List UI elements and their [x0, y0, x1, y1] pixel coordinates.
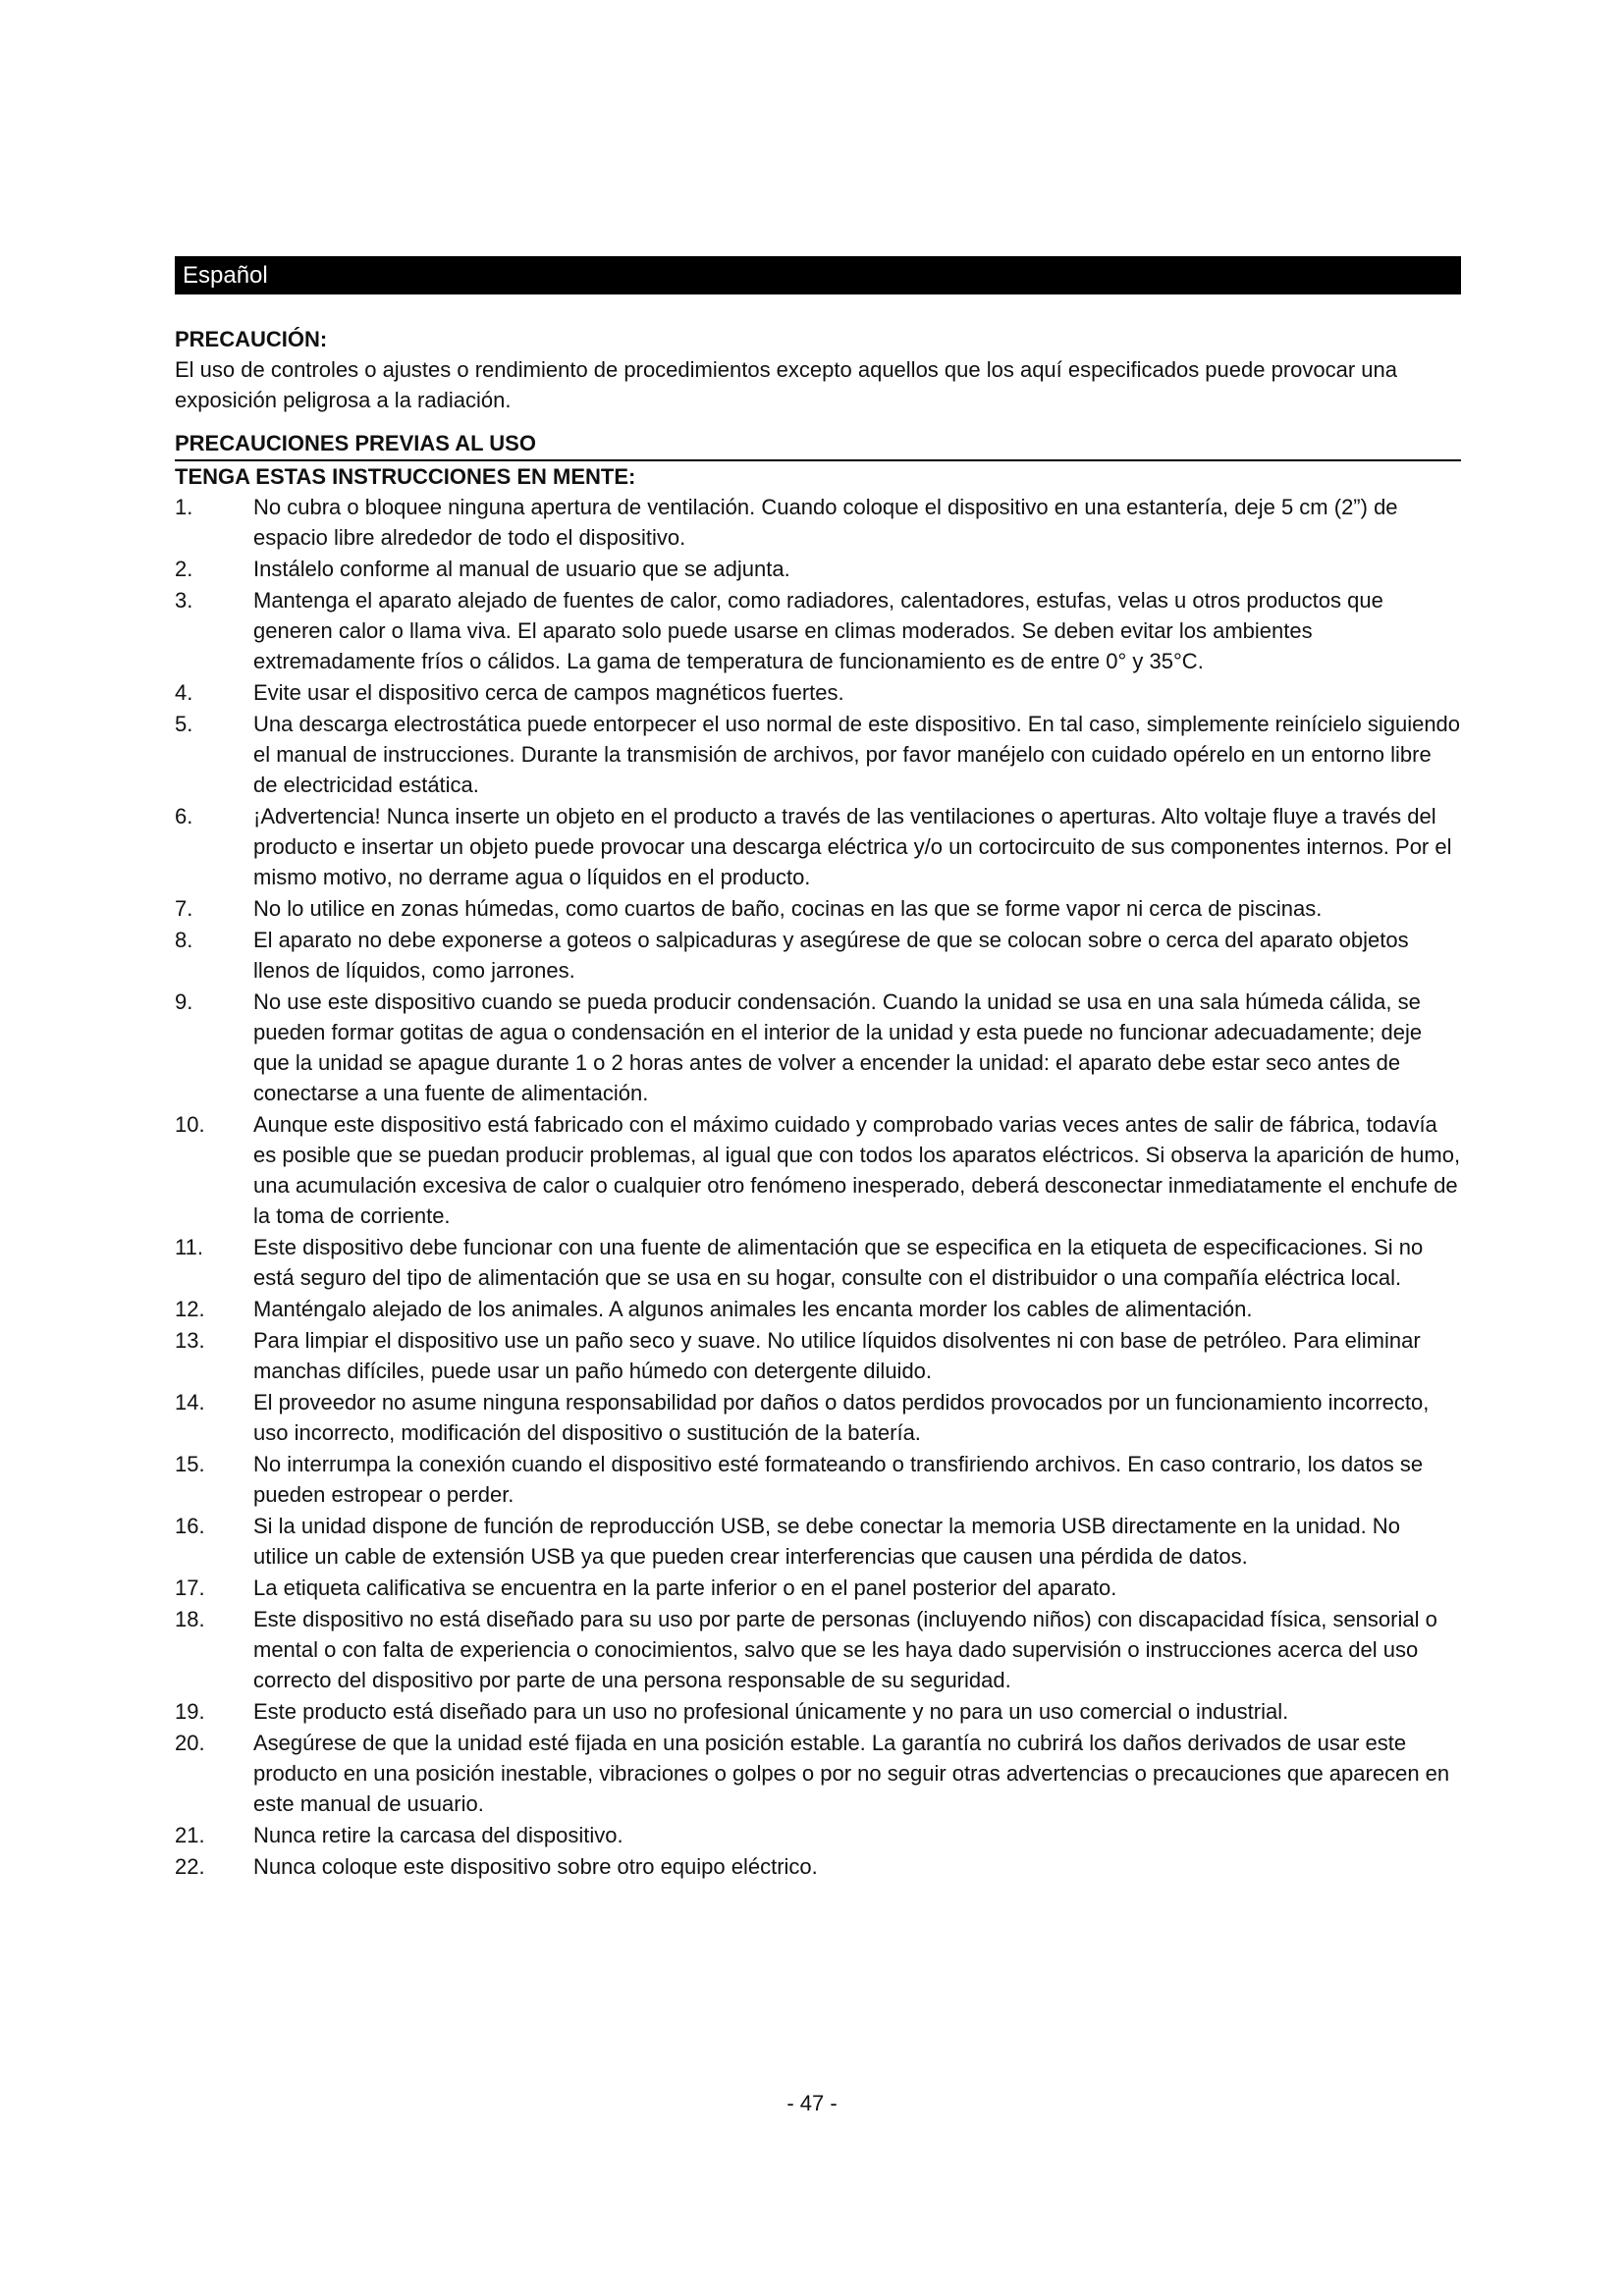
list-item-text: Una descarga electrostática puede entorpecer el uso normal de este dispositivo. En tal caso, simplemente reinícielo siguiendo el manual de instrucciones. Durante la transmisión de archivos, por favor manéjelo con cuidado opérelo en un entorno libre de electricidad estática.	[253, 712, 1461, 797]
list-item	[175, 1851, 1461, 1882]
caution-text: El uso de controles o ajustes o rendimiento de procedimientos excepto aquellos que los aquí especificados puede provocar una exposición peligrosa a la radiación.	[175, 357, 1398, 412]
list-item-number: 6.	[175, 804, 193, 828]
list-item	[175, 1232, 1461, 1293]
precautions-title: PRECAUCIONES PREVIAS AL USO	[175, 428, 1461, 461]
list-item-number: 4.	[175, 680, 193, 705]
list-item-number: 10.	[175, 1112, 205, 1137]
list-item-text: ¡Advertencia! Nunca inserte un objeto en el producto a través de las ventilaciones o aperturas. Alto voltaje fluye a través del producto e insertar un objeto puede provocar una descarga eléctrica y/o un cortocircuito de sus componentes internos. Por el mismo motivo, no derrame agua o líquidos en el producto.	[253, 804, 1452, 889]
list-item-text: No lo utilice en zonas húmedas, como cuartos de baño, cocinas en las que se forme vapor ni cerca de piscinas.	[253, 896, 1323, 921]
list-item-text: Evite usar el dispositivo cerca de campos magnéticos fuertes.	[253, 680, 844, 705]
list-item-number: 8.	[175, 928, 193, 952]
list-item-text: Nunca retire la carcasa del dispositivo.	[253, 1823, 623, 1847]
list-item-number: 2.	[175, 557, 193, 581]
list-item	[175, 1573, 1461, 1603]
manual-page	[175, 256, 1461, 1883]
list-item-number: 18.	[175, 1607, 205, 1631]
list-item-text: Este dispositivo debe funcionar con una fuente de alimentación que se especifica en la etiqueta de especificaciones. Si no está seguro del tipo de alimentación que se usa en su hogar, consulte con el distribuidor o una compañía eléctrica local.	[253, 1235, 1424, 1290]
list-item-number: 19.	[175, 1699, 205, 1724]
list-item-number: 1.	[175, 495, 193, 519]
list-item	[175, 1109, 1461, 1231]
list-item	[175, 1820, 1461, 1850]
list-item	[175, 987, 1461, 1108]
list-item	[175, 677, 1461, 708]
list-item	[175, 801, 1461, 892]
list-item-number: 17.	[175, 1575, 205, 1600]
list-item-number: 20.	[175, 1731, 205, 1755]
list-item-text: La etiqueta calificativa se encuentra en la parte inferior o en el panel posterior del aparato.	[253, 1575, 1117, 1600]
list-item	[175, 492, 1461, 553]
precautions-subtitle: TENGA ESTAS INSTRUCCIONES EN MENTE:	[175, 464, 636, 489]
list-item-text: Manténgalo alejado de los animales. A algunos animales les encanta morder los cables de alimentación.	[253, 1297, 1253, 1321]
list-item-text: No use este dispositivo cuando se pueda producir condensación. Cuando la unidad se usa en una sala húmeda cálida, se pueden formar gotitas de agua o condensación en el interior de la unidad y esta puede no funcionar adecuadamente; deje que la unidad se apague durante 1 o 2 horas antes de volver a encender la unidad: el aparato debe estar seco antes de conectarse a una fuente de alimentación.	[253, 989, 1423, 1105]
list-item-number: 5.	[175, 712, 193, 736]
list-item-text: Asegúrese de que la unidad esté fijada en una posición estable. La garantía no cubrirá los daños derivados de usar este producto en una posición inestable, vibraciones o golpes o por no seguir otras advertencias o precauciones que aparecen en este manual de usuario.	[253, 1731, 1450, 1816]
list-item-text: Para limpiar el dispositivo use un paño seco y suave. No utilice líquidos disolventes ni con base de petróleo. Para eliminar manchas difíciles, puede usar un paño húmedo con detergente diluido.	[253, 1328, 1421, 1383]
list-item-number: 7.	[175, 896, 193, 921]
precautions-list	[175, 492, 1461, 1882]
list-item	[175, 893, 1461, 924]
list-item	[175, 1604, 1461, 1695]
list-item-text: Mantenga el aparato alejado de fuentes de calor, como radiadores, calentadores, estufas, velas u otros productos que generen calor o llama viva. El aparato solo puede usarse en climas moderados. Se deben evitar los ambientes extremadamente fríos o cálidos. La gama de temperatura de funcionamiento es de entre 0° y 35°C.	[253, 588, 1383, 673]
list-item-number: 12.	[175, 1297, 205, 1321]
list-item	[175, 1449, 1461, 1510]
list-item-text: Este dispositivo no está diseñado para su uso por parte de personas (incluyendo niños) con discapacidad física, sensorial o mental o con falta de experiencia o conocimientos, salvo que se les haya dado supervisión o instrucciones acerca del uso correcto del dispositivo por parte de una persona responsable de su seguridad.	[253, 1607, 1437, 1692]
list-item	[175, 1696, 1461, 1727]
list-item-text: Si la unidad dispone de función de reproducción USB, se debe conectar la memoria USB directamente en la unidad. No utilice un cable de extensión USB ya que pueden crear interferencias que causen una pérdida de datos.	[253, 1514, 1400, 1569]
list-item-text: Nunca coloque este dispositivo sobre otro equipo eléctrico.	[253, 1854, 818, 1879]
list-item-text: El proveedor no asume ninguna responsabilidad por daños o datos perdidos provocados por un funcionamiento incorrecto, uso incorrecto, modificación del dispositivo o sustitución de la batería.	[253, 1390, 1430, 1445]
list-item-text: No interrumpa la conexión cuando el dispositivo esté formateando o transfiriendo archivos. En caso contrario, los datos se pueden estropear o perder.	[253, 1452, 1424, 1507]
list-item	[175, 1294, 1461, 1324]
list-item-text: El aparato no debe exponerse a goteos o salpicaduras y asegúrese de que se colocan sobre o cerca del aparato objetos llenos de líquidos, como jarrones.	[253, 928, 1409, 983]
list-item-text: No cubra o bloquee ninguna apertura de ventilación. Cuando coloque el dispositivo en una estantería, deje 5 cm (2”) de espacio libre alrededor de todo el dispositivo.	[253, 495, 1398, 550]
caution-section	[175, 324, 1461, 415]
list-item-number: 16.	[175, 1514, 205, 1538]
list-item-text: Aunque este dispositivo está fabricado con el máximo cuidado y comprobado varias veces antes de salir de fábrica, todavía es posible que se puedan producir problemas, al igual que con todos los aparatos eléctricos. Si observa la aparición de humo, una acumulación excesiva de calor o cualquier otro fenómeno inesperado, deberá desconectar inmediatamente el enchufe de la toma de corriente.	[253, 1112, 1461, 1228]
list-item-number: 3.	[175, 588, 193, 613]
list-item-number: 14.	[175, 1390, 205, 1415]
list-item-text: Instálelo conforme al manual de usuario que se adjunta.	[253, 557, 790, 581]
list-item	[175, 1511, 1461, 1572]
list-item	[175, 709, 1461, 800]
list-item	[175, 585, 1461, 676]
list-item-number: 13.	[175, 1328, 205, 1353]
list-item-text: Este producto está diseñado para un uso no profesional únicamente y no para un uso comercial o industrial.	[253, 1699, 1289, 1724]
list-item	[175, 1325, 1461, 1386]
page-number: - 47 -	[786, 2091, 838, 2115]
list-item-number: 9.	[175, 989, 193, 1014]
list-item	[175, 925, 1461, 986]
list-item	[175, 1387, 1461, 1448]
caution-title: PRECAUCIÓN:	[175, 327, 328, 351]
list-item-number: 15.	[175, 1452, 205, 1476]
language-header-bar: Español	[175, 256, 1461, 294]
list-item	[175, 1728, 1461, 1819]
list-item	[175, 554, 1461, 584]
list-item-number: 11.	[175, 1235, 203, 1259]
list-item-number: 22.	[175, 1854, 205, 1879]
list-item-number: 21.	[175, 1823, 205, 1847]
precautions-section	[175, 428, 1461, 1882]
